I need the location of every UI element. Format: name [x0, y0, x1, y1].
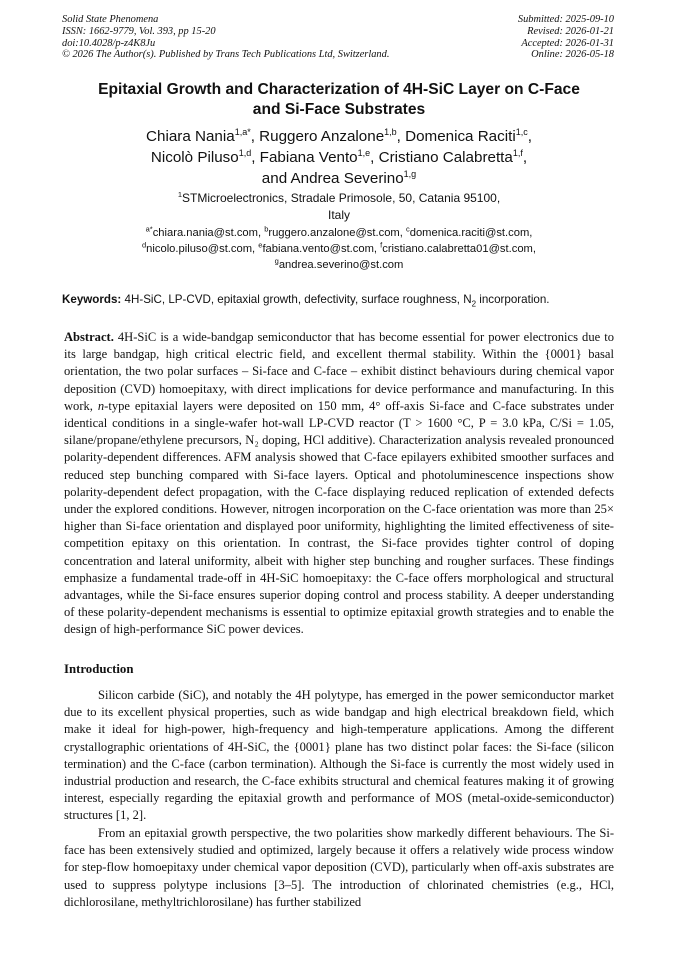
email-sup: a* — [145, 224, 153, 234]
email-link[interactable]: chiara.nania@st.com, — [152, 227, 262, 239]
abstract-italic: n — [97, 398, 105, 413]
abstract — [64, 329, 614, 639]
title-line-2: and Si-Face Substrates — [252, 101, 426, 118]
email-sup: e — [258, 240, 263, 250]
author-name: Andrea Severino — [290, 170, 404, 187]
email-sup: c — [405, 224, 410, 234]
affiliation-sup: 1 — [177, 190, 182, 199]
keywords-label: Keywords: — [62, 293, 122, 306]
journal-info — [62, 14, 389, 61]
revised-date: Revised: 2026-01-21 — [527, 25, 614, 37]
online-date: Online: 2026-05-18 — [531, 49, 614, 61]
email-link[interactable]: ruggero.anzalone@st.com, — [268, 227, 403, 239]
author-sup: 1,e — [357, 147, 371, 158]
journal-issn: ISSN: 1662-9779, Vol. 393, pp 15-20 — [62, 25, 216, 37]
keywords-text: 4H-SiC, LP-CVD, epitaxial growth, defectivity, surface roughness, N — [124, 293, 472, 306]
email-sup: g — [274, 256, 279, 266]
copyright: © 2026 The Author(s). Published by Trans Tech Publications Ltd, Switzerland. — [62, 49, 390, 61]
doi: doi:10.4028/p-z4K8Ju — [62, 37, 156, 49]
email-sup: f — [380, 240, 383, 250]
email-link[interactable]: cristiano.calabretta01@st.com, — [382, 243, 536, 255]
author-sup: 1,c — [515, 126, 528, 137]
intro-paragraph-1: Silicon carbide (SiC), and notably the 4H polytype, has emerged in the power semiconductor market due to its excellent physical properties, such as wide bandgap and high electrical breakdown field, which make it ideal for high-power, high-frequency and high-temperature applications. Among the different crystallographic orientations of 4H-SiC, the {0001} plane has two distinct polar faces: the Si-face (silicon termination) and the C-face (carbon termination). Although the Si-face is currently the most widely used in industrial production and research, the C-face exhibits structural and chemical features making it of growing interest, especially regarding the epitaxial growth and performance of MOS (metal-oxide-semiconductor) structures [1, 2]. — [64, 688, 614, 823]
dates-info — [518, 14, 614, 61]
abstract-label: Abstract. — [64, 330, 114, 344]
author-sup: 1,a* — [234, 126, 251, 137]
paper-title — [62, 80, 616, 120]
abstract-text-2: -type epitaxial layers were deposited on 150 mm, 4° off-axis Si-face and C-face substrates under identical conditions in a single-wafer hot-wall LP-CVD reactor (T > 1600 °C, P = 3.0 kPa, C/Si = 1.05, silane/propane/ethylene precursors, N₂ doping, HCl additive). Characterization analysis revealed pronounced polarity-dependent differences. AFM analysis showed that C-face epilayers exhibited smoother surfaces and reduced step bunching compared with Si-face layers. Optical and photoluminescence inspections show polarity-dependent defect propagation, with the C-face displaying reduced replication of extended defects under the explored conditions. However, nitrogen incorporation on the C-face orientation was more than 25× higher than Si-face orientation and displayed poor uniformity, highlighting the limited effectiveness of site-competition epitaxy on this orientation. In contrast, the Si-face provides tighter control of doping concentration and lateral uniformity, albeit with higher step bunching and rougher surfaces. These findings emphasize a fundamental trade-off in 4H-SiC homoepitaxy: the C-face offers morphological and structural advantages, while the Si-face ensures superior doping control and process stability. A deeper understanding of these polarity-dependent mechanisms is essential to optimize epitaxial growth strategies and to enable the design of high-performance SiC power devices. — [64, 398, 615, 637]
affiliation-line-2: Italy — [327, 208, 350, 222]
author-name: Domenica Raciti — [405, 128, 516, 145]
email-link[interactable]: fabiana.vento@st.com, — [262, 243, 378, 255]
author-name: Chiara Nania — [146, 128, 235, 145]
author-list: Chiara Nania$^{1,a*}$, Ruggero Anzalone$^{1,b}$, Domenica Raciti$^{1,c}$, Nicolò Piluso$^{1,d}$, Fabiana Vento$^{1,e}$, Cristiano Calabretta$^{1,f}$, and Andrea Severino$^{1,g}$ — [146, 126, 532, 187]
submitted-date: Submitted: 2025-09-10 — [517, 14, 614, 25]
author-name: Cristiano Calabretta — [378, 149, 513, 166]
author-sup: 1,b — [384, 126, 397, 137]
accepted-date: Accepted: 2026-01-31 — [521, 37, 614, 49]
author-and: and — [261, 170, 288, 187]
author-name: Nicolò Piluso — [150, 149, 239, 166]
section-heading-introduction: Introduction — [64, 662, 134, 676]
author-name: Ruggero Anzalone — [259, 128, 385, 145]
email-link[interactable]: andrea.severino@st.com — [278, 259, 404, 271]
email-sup: d — [142, 240, 147, 250]
affiliation — [62, 190, 616, 224]
author-name: Fabiana Vento — [259, 149, 358, 166]
intro-paragraph-2: From an epitaxial growth perspective, the two polarities show markedly different behaviours. The Si-face has been extensively studied and optimized, largely because it offers a relatively wide process window for step-flow homoepitaxy under chemical vapor deposition (CVD), particularly when off-axis substrates are used to suppress polytype inclusions [3–5]. The introduction of chlorinated chemistries (e.g., HCl, dichlorosilane, methyltrichlorosilane) has further stabilized — [64, 826, 614, 909]
author-sup: 1,d — [238, 147, 252, 158]
abstract-text-1: 4H-SiC is a wide-bandgap semiconductor that has become essential for power electronics due to its large bandgap, high critical electric field, and excellent thermal stability. Within the {0001} basal orientation, the two polar surfaces – Si-face and C-face – exhibit distinct behaviours during chemical vapor deposition (CVD) homoepitaxy, with direct implications for device performance and manufacturing. In this work, — [64, 330, 614, 413]
author-sup: 1,f — [512, 147, 523, 158]
email-link[interactable]: domenica.raciti@st.com, — [409, 227, 533, 239]
journal-name: Solid State Phenomena — [62, 14, 159, 25]
email-sup: b — [264, 224, 269, 234]
email-list — [62, 225, 616, 273]
title-line-1: Epitaxial Growth and Characterization of 4H-SiC Layer on C-Face — [98, 81, 580, 98]
author-sup: 1,g — [403, 168, 417, 179]
email-link[interactable]: nicolo.piluso@st.com, — [146, 243, 256, 255]
keywords — [62, 292, 616, 311]
keywords-sub: 2 — [471, 299, 477, 309]
affiliation-line-1: STMicroelectronics, Stradale Primosole, 50, Catania 95100, — [182, 191, 501, 205]
keywords-tail: incorporation. — [476, 293, 550, 306]
